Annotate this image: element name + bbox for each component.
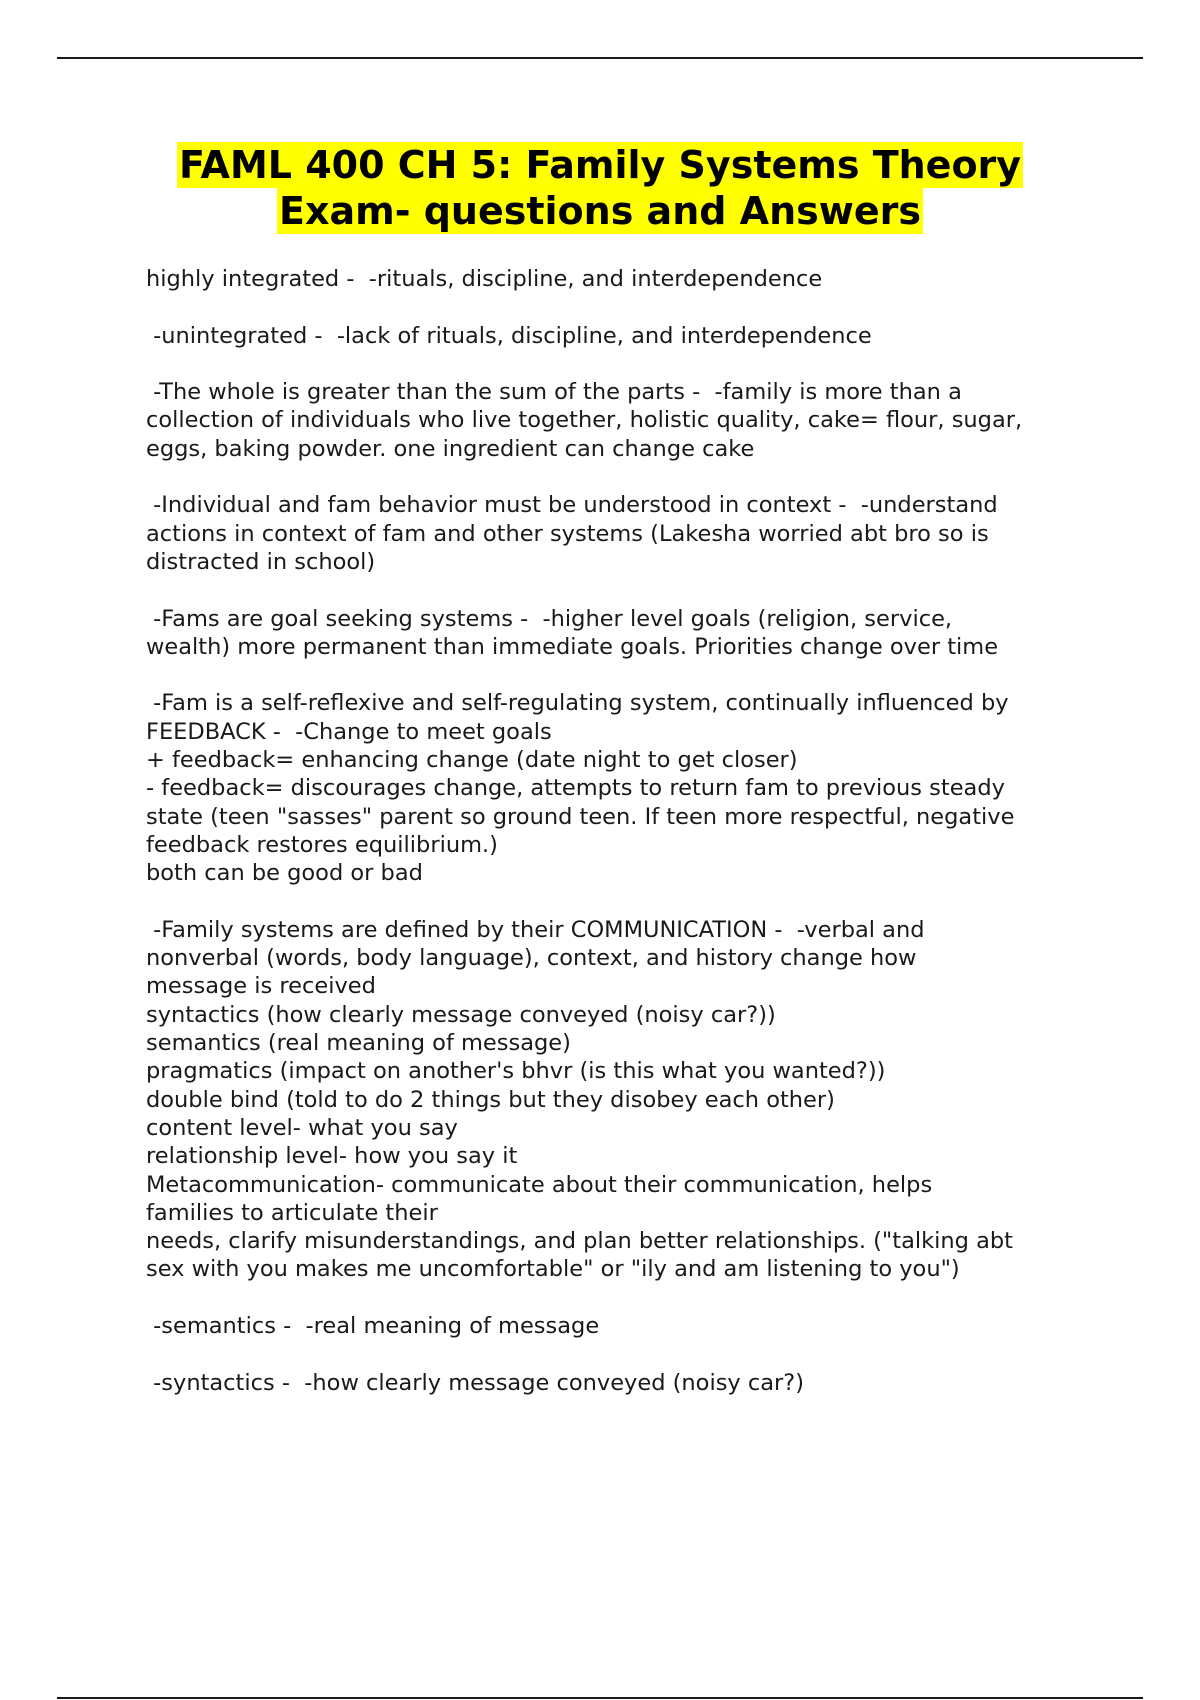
qa-entry-line: double bind (told to do 2 things but they disobey each other) <box>146 1086 835 1113</box>
qa-entry-line: feedback restores equilibrium.) <box>146 831 498 858</box>
qa-entry-line: semantics (real meaning of message) <box>146 1030 571 1057</box>
qa-entry-line: families to articulate their <box>146 1199 438 1226</box>
qa-entry-line: -Fam is a self-reflexive and self-regulating system, continually influenced by <box>146 690 1009 717</box>
document-title <box>100 142 1100 234</box>
qa-entry <box>146 491 1096 576</box>
qa-entry-line: needs, clarify misunderstandings, and plan better relationships. ("talking abt <box>146 1228 1014 1255</box>
qa-entry-line: -syntactics - -how clearly message conveyed (noisy car?) <box>146 1369 805 1396</box>
qa-entry-line: sex with you makes me uncomfortable" or "ily and am listening to you") <box>146 1256 960 1283</box>
qa-entry <box>146 1312 1096 1340</box>
qa-entry-line: -semantics - -real meaning of message <box>146 1312 600 1339</box>
qa-entry-line: -Family systems are defined by their COMMUNICATION - -verbal and <box>146 916 925 943</box>
qa-entry-line: content level- what you say <box>146 1114 458 1141</box>
qa-entry <box>146 916 1096 1284</box>
qa-entry-line: -Fams are goal seeking systems - -higher level goals (religion, service, <box>146 605 953 632</box>
title-line-1: FAML 400 CH 5: Family Systems Theory <box>178 143 1022 187</box>
qa-entry-line: - feedback= discourages change, attempts to return fam to previous steady <box>146 775 1005 802</box>
qa-entry-line: highly integrated - -rituals, discipline, and interdependence <box>146 266 823 292</box>
qa-entry-line: state (teen "sasses" parent so ground teen. If teen more respectful, negative <box>146 803 1015 830</box>
top-rule <box>57 57 1143 59</box>
title-line-2: Exam- questions and Answers <box>279 189 921 233</box>
qa-entry-line: -Individual and fam behavior must be understood in context - -understand <box>146 492 998 519</box>
qa-entry-line: syntactics (how clearly message conveyed (noisy car?)) <box>146 1001 776 1028</box>
qa-entry-line: distracted in school) <box>146 548 376 575</box>
qa-entry <box>146 605 1096 662</box>
qa-entry-line: eggs, baking powder. one ingredient can change cake <box>146 435 755 462</box>
qa-entry-line: -The whole is greater than the sum of the parts - -family is more than a <box>146 379 962 406</box>
qa-entry-line: collection of individuals who live together, holistic quality, cake= flour, sugar, <box>146 407 1023 434</box>
qa-entry-line: both can be good or bad <box>146 860 423 887</box>
qa-entry-line: Metacommunication- communicate about their communication, helps <box>146 1171 933 1198</box>
qa-entry-line: wealth) more permanent than immediate goals. Priorities change over time <box>146 633 999 660</box>
qa-entry <box>146 689 1096 887</box>
qa-entry-line: pragmatics (impact on another's bhvr (is this what you wanted?)) <box>146 1058 886 1085</box>
qa-entry-line: FEEDBACK - -Change to meet goals <box>146 718 552 745</box>
qa-entry-line: -unintegrated - -lack of rituals, discipline, and interdependence <box>146 322 872 349</box>
qa-entry-line: message is received <box>146 973 376 1000</box>
qa-entry <box>146 322 1096 350</box>
qa-entry <box>146 1369 1096 1397</box>
qa-entry-line: + feedback= enhancing change (date night to get closer) <box>146 747 798 774</box>
qa-entry-line: nonverbal (words, body language), context, and history change how <box>146 945 917 972</box>
qa-entry <box>146 265 1096 293</box>
qa-list <box>146 265 1096 1425</box>
qa-entry <box>146 378 1096 463</box>
qa-entry-line: actions in context of fam and other systems (Lakesha worried abt bro so is <box>146 520 989 547</box>
bottom-rule <box>57 1697 1143 1699</box>
qa-entry-line: relationship level- how you say it <box>146 1143 518 1170</box>
